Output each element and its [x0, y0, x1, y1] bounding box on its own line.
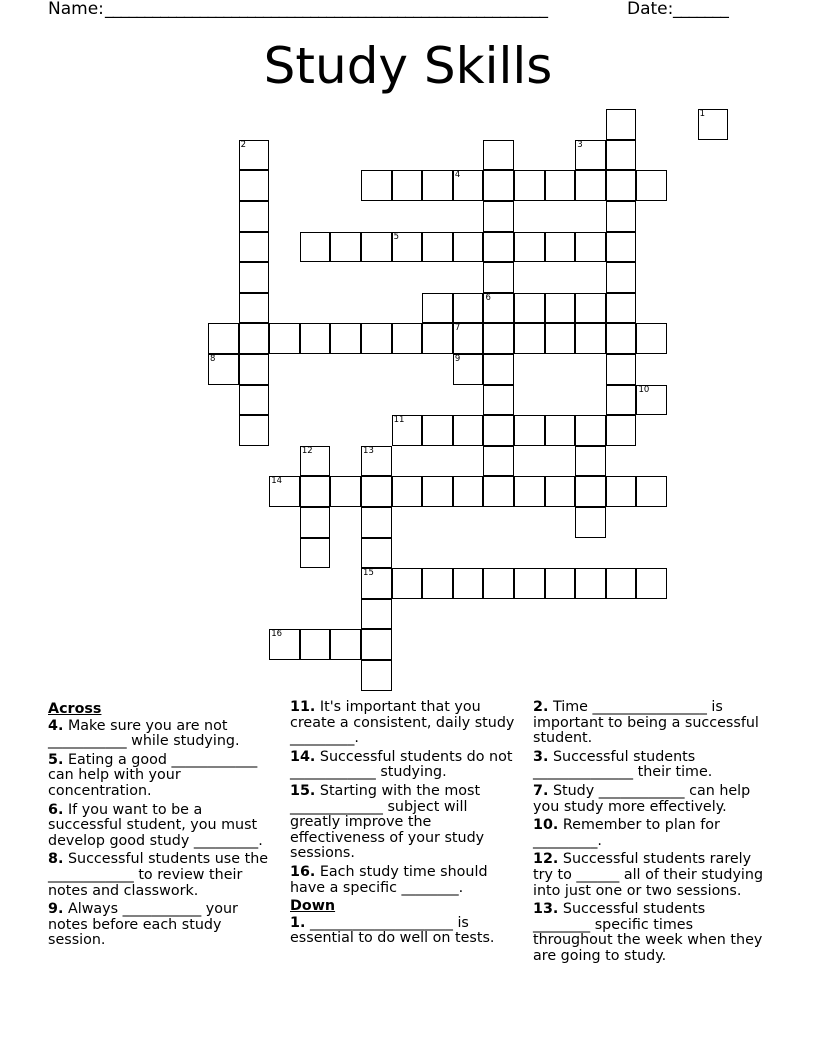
crossword-cell[interactable]	[545, 415, 576, 446]
clue-text: Successful students do not ____________ studying.	[290, 748, 513, 781]
crossword-cell[interactable]	[636, 385, 667, 416]
crossword-cell[interactable]	[514, 170, 545, 201]
clue-number: 5.	[48, 751, 64, 768]
clue-text: Study ____________ can help you study more effectively.	[533, 782, 751, 815]
clue-number: 10.	[533, 817, 559, 834]
crossword-cell[interactable]	[606, 476, 637, 507]
clue-text: Each study time should have a specific ________.	[290, 863, 488, 896]
clue-down-10	[533, 818, 765, 849]
clue-number: 4.	[48, 717, 64, 734]
clue-down-13	[533, 902, 765, 964]
crossword-cell[interactable]	[514, 476, 545, 507]
crossword-cell[interactable]	[636, 323, 667, 354]
crossword-cell[interactable]	[269, 476, 300, 507]
crossword-cell[interactable]	[606, 170, 637, 201]
crossword-cell[interactable]	[239, 323, 270, 354]
crossword-cell[interactable]	[422, 323, 453, 354]
crossword-cell[interactable]	[453, 293, 484, 324]
cell-number: 12	[301, 445, 313, 456]
crossword-cell[interactable]	[575, 293, 606, 324]
date-label: Date:	[627, 0, 674, 19]
crossword-cell[interactable]	[392, 323, 423, 354]
clue-number: 6.	[48, 801, 64, 818]
crossword-cell[interactable]	[575, 507, 606, 538]
clue-across-11	[290, 700, 522, 747]
crossword-cell[interactable]	[483, 232, 514, 263]
clue-number: 8.	[48, 851, 64, 868]
cell-number: 3	[577, 139, 583, 150]
crossword-cell[interactable]	[483, 170, 514, 201]
crossword-cell[interactable]	[483, 476, 514, 507]
clues-column-3	[533, 700, 765, 968]
crossword-cell[interactable]	[330, 323, 361, 354]
crossword-cell[interactable]	[606, 201, 637, 232]
crossword-cell[interactable]	[483, 262, 514, 293]
crossword-cell[interactable]	[606, 232, 637, 263]
clue-text: Make sure you are not ___________ while studying.	[48, 717, 240, 750]
crossword-cell[interactable]	[575, 568, 606, 599]
clue-across-5	[48, 753, 280, 800]
crossword-cell[interactable]	[361, 232, 392, 263]
crossword-cell[interactable]	[361, 660, 392, 691]
crossword-cell[interactable]	[361, 538, 392, 569]
crossword-cell[interactable]	[239, 354, 270, 385]
cell-number: 9	[454, 354, 461, 365]
crossword-cell[interactable]	[453, 232, 484, 263]
crossword-cell[interactable]	[606, 293, 637, 324]
down-heading: Down	[290, 898, 336, 915]
clue-across-8	[48, 852, 280, 899]
crossword-cell[interactable]	[545, 293, 576, 324]
crossword-cell[interactable]	[575, 232, 606, 263]
clue-text: It's important that you create a consistent, daily study _________.	[290, 699, 515, 747]
crossword-cell[interactable]	[300, 446, 331, 477]
crossword-cell[interactable]	[483, 293, 514, 324]
crossword-cell[interactable]	[483, 568, 514, 599]
crossword-cell[interactable]	[483, 354, 514, 385]
clues-column-1	[48, 700, 280, 952]
crossword-cell[interactable]	[453, 354, 484, 385]
crossword-cell[interactable]	[361, 323, 392, 354]
clue-text: Successful students ______________ their time.	[533, 748, 713, 781]
crossword-cell[interactable]	[392, 476, 423, 507]
crossword-cell[interactable]	[514, 323, 545, 354]
crossword-cell[interactable]	[483, 140, 514, 171]
crossword-cell[interactable]	[545, 232, 576, 263]
crossword-cell[interactable]	[300, 323, 331, 354]
clue-across-6	[48, 803, 280, 850]
clue-number: 14.	[290, 748, 316, 765]
clue-number: 15.	[290, 782, 316, 799]
clue-text: If you want to be a successful student, you must develop good study _________.	[48, 801, 263, 849]
across-heading: Across	[48, 701, 102, 717]
clue-number: 3.	[533, 748, 549, 765]
crossword-cell[interactable]	[606, 568, 637, 599]
clue-text: Eating a good ____________ can help with your concentration.	[48, 751, 258, 799]
cell-number: 15	[363, 568, 374, 579]
crossword-cell[interactable]	[330, 629, 361, 660]
crossword-cell[interactable]	[545, 170, 576, 201]
crossword-cell[interactable]	[545, 568, 576, 599]
clue-down-7	[533, 784, 765, 815]
clue-number: 16.	[290, 863, 316, 880]
clue-text: Successful students use the ____________ to review their notes and classwork.	[48, 851, 269, 899]
crossword-cell[interactable]	[361, 629, 392, 660]
crossword-cell[interactable]	[483, 415, 514, 446]
cell-number: 1	[699, 109, 706, 120]
crossword-cell[interactable]	[453, 415, 484, 446]
crossword-cell[interactable]	[239, 415, 270, 446]
crossword-cell[interactable]	[239, 385, 270, 416]
crossword-cell[interactable]	[361, 599, 392, 630]
crossword-cell[interactable]	[483, 323, 514, 354]
cell-number: 7	[454, 323, 461, 334]
cell-number: 2	[240, 139, 247, 150]
crossword-cell[interactable]	[330, 232, 361, 263]
crossword-cell[interactable]	[422, 232, 453, 263]
clue-down-12	[533, 852, 765, 899]
name-field[interactable]: ________________________________________________________	[105, 0, 548, 19]
crossword-cell[interactable]	[636, 568, 667, 599]
clue-number: 2.	[533, 699, 549, 715]
crossword-cell[interactable]	[330, 476, 361, 507]
crossword-cell[interactable]	[606, 140, 637, 171]
crossword-cell[interactable]	[239, 140, 270, 171]
clue-number: 9.	[48, 901, 64, 918]
clue-number: 7.	[533, 782, 549, 799]
crossword-cell[interactable]	[606, 354, 637, 385]
crossword-cell[interactable]	[208, 323, 239, 354]
clue-text: Successful students rarely try to ______ all of their studying into just one or two sessions.	[533, 851, 764, 899]
crossword-cell[interactable]	[361, 568, 392, 599]
clue-across-16	[290, 865, 522, 896]
clue-across-9	[48, 902, 280, 949]
crossword-cell[interactable]	[208, 354, 239, 385]
crossword-cell[interactable]	[483, 446, 514, 477]
crossword-cell[interactable]	[239, 170, 270, 201]
crossword-cell[interactable]	[300, 476, 331, 507]
crossword-cell[interactable]	[606, 109, 637, 140]
crossword-cell[interactable]	[392, 170, 423, 201]
name-label: Name:	[48, 0, 104, 19]
cell-number: 5	[393, 231, 400, 242]
clue-across-15	[290, 784, 522, 862]
crossword-cell[interactable]	[361, 446, 392, 477]
page-title: Study Skills	[263, 37, 553, 95]
crossword-cell[interactable]	[698, 109, 729, 140]
cell-number: 6	[485, 292, 491, 303]
crossword-cell[interactable]	[239, 232, 270, 263]
crossword-cell[interactable]	[514, 293, 545, 324]
crossword-cell[interactable]	[575, 140, 606, 171]
clues-column-2	[290, 700, 522, 950]
crossword-cell[interactable]	[239, 201, 270, 232]
clue-text: ____________________ is essential to do well on tests.	[290, 914, 495, 947]
crossword-cell[interactable]	[300, 507, 331, 538]
clue-number: 1.	[290, 914, 306, 931]
crossword-cell[interactable]	[545, 323, 576, 354]
crossword-cell[interactable]	[239, 262, 270, 293]
clue-text: Always ___________ your notes before each study session.	[48, 901, 238, 949]
clue-text: Time ________________ is important to being a successful student.	[533, 699, 759, 747]
clue-down-1	[290, 916, 522, 947]
crossword-cell[interactable]	[636, 170, 667, 201]
crossword-cell[interactable]	[392, 232, 423, 263]
crossword-cell[interactable]	[422, 170, 453, 201]
crossword-cell[interactable]	[575, 446, 606, 477]
crossword-cell[interactable]	[453, 476, 484, 507]
crossword-cell[interactable]	[636, 476, 667, 507]
date-field[interactable]: _______	[673, 0, 729, 19]
crossword-cell[interactable]	[453, 568, 484, 599]
cell-number: 11	[393, 415, 405, 426]
cell-number: 10	[638, 384, 650, 395]
crossword-cell[interactable]	[361, 476, 392, 507]
crossword-cell[interactable]	[300, 232, 331, 263]
crossword-cell[interactable]	[483, 385, 514, 416]
crossword-cell[interactable]	[422, 415, 453, 446]
crossword-cell[interactable]	[575, 476, 606, 507]
crossword-cell[interactable]	[575, 415, 606, 446]
crossword-cell[interactable]	[606, 262, 637, 293]
crossword-cell[interactable]	[361, 170, 392, 201]
crossword-cell[interactable]	[361, 507, 392, 538]
crossword-cell[interactable]	[422, 293, 453, 324]
clue-across-4	[48, 719, 280, 750]
crossword-cell[interactable]	[300, 629, 331, 660]
crossword-cell[interactable]	[392, 568, 423, 599]
clue-text: Successful students ________ specific times throughout the week when they are going to study.	[533, 901, 763, 964]
crossword-cell[interactable]	[422, 568, 453, 599]
crossword-cell[interactable]	[545, 476, 576, 507]
crossword-cell[interactable]	[453, 170, 484, 201]
cell-number: 8	[210, 354, 216, 365]
clue-down-3	[533, 750, 765, 781]
clue-text: Remember to plan for _________.	[533, 817, 720, 849]
crossword-cell[interactable]	[606, 323, 637, 354]
crossword-cell[interactable]	[606, 415, 637, 446]
crossword-cell[interactable]	[453, 323, 484, 354]
crossword-cell[interactable]	[514, 415, 545, 446]
clue-across-14	[290, 750, 522, 781]
crossword-cell[interactable]	[514, 232, 545, 263]
crossword-cell[interactable]	[269, 323, 300, 354]
cell-number: 13	[363, 445, 374, 456]
crossword-cell[interactable]	[575, 170, 606, 201]
crossword-cell[interactable]	[606, 385, 637, 416]
crossword-cell[interactable]	[422, 476, 453, 507]
crossword-cell[interactable]	[575, 323, 606, 354]
cell-number: 4	[454, 170, 461, 181]
crossword-cell[interactable]	[300, 538, 331, 569]
clue-text: Starting with the most _____________ subject will greatly improve the effectiveness of your study sessions.	[290, 782, 485, 862]
clue-number: 13.	[533, 901, 559, 918]
crossword-cell[interactable]	[269, 629, 300, 660]
cell-number: 14	[271, 476, 283, 487]
crossword-cell[interactable]	[239, 293, 270, 324]
cell-number: 16	[271, 629, 283, 640]
crossword-cell[interactable]	[392, 415, 423, 446]
clue-number: 11.	[290, 699, 316, 715]
crossword-cell[interactable]	[483, 201, 514, 232]
clue-number: 12.	[533, 851, 559, 868]
clue-down-2	[533, 700, 765, 747]
crossword-cell[interactable]	[514, 568, 545, 599]
